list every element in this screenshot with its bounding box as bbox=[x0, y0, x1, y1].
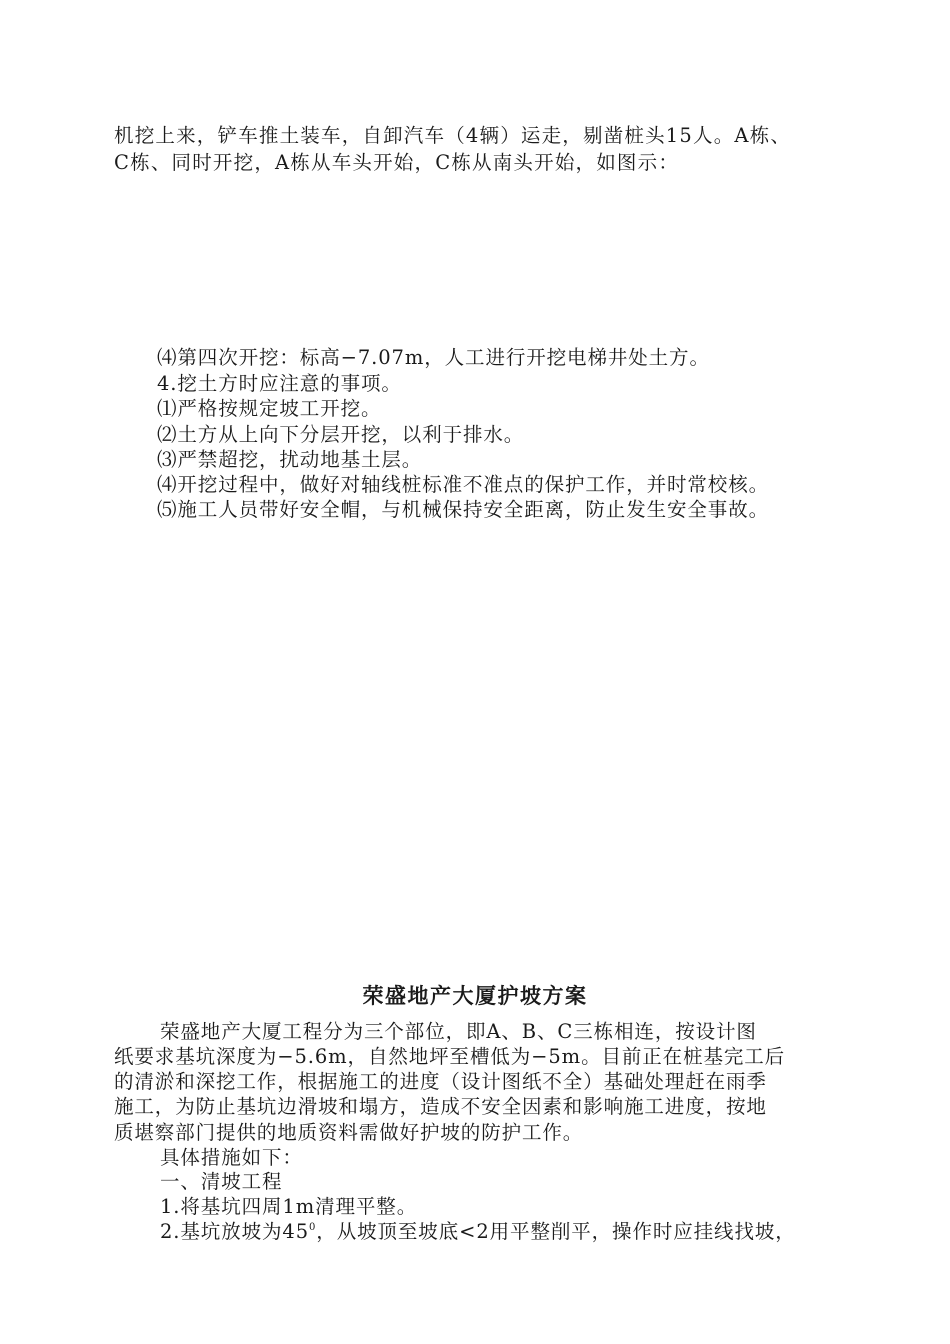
paragraph-line: 质堪察部门提供的地质资料需做好护坡的防护工作。 bbox=[114, 1121, 584, 1144]
degree-superscript: 0 bbox=[309, 1222, 317, 1233]
list-item: ⑵土方从上向下分层开挖，以利于排水。 bbox=[157, 423, 525, 446]
paragraph-line: 的清淤和深挖工作，根据施工的进度（设计图纸不全）基础处理赶在雨季 bbox=[114, 1070, 767, 1093]
list-item: 4.挖土方时应注意的事项。 bbox=[157, 372, 402, 395]
list-item: ⑷第四次开挖：标高−7.07m，人工进行开挖电梯井处土方。 bbox=[157, 346, 710, 369]
measure-item-2 bbox=[160, 1220, 796, 1244]
intro-line-2: C栋、同时开挖，A栋从车头开始，C栋从南头开始，如图示： bbox=[114, 151, 680, 174]
intro-line-1: 机挖上来，铲车推土装车，自卸汽车（4辆）运走，剔凿桩头15人。A栋、 bbox=[114, 124, 792, 147]
paragraph-line: 施工，为防止基坑边滑坡和塌方，造成不安全因素和影响施工进度，按地 bbox=[114, 1095, 767, 1118]
list-item: ⑸施工人员带好安全帽，与机械保持安全距离，防止发生安全事故。 bbox=[157, 498, 770, 521]
list-item: ⑷开挖过程中，做好对轴线桩标准不准点的保护工作，并时常校核。 bbox=[157, 473, 770, 496]
measure-item-1: 1.将基坑四周1m清理平整。 bbox=[160, 1195, 418, 1218]
list-item: ⑶严禁超挖，扰动地基土层。 bbox=[157, 448, 423, 471]
measures-label: 具体措施如下： bbox=[160, 1146, 303, 1169]
list-item: ⑴严格按规定坡工开挖。 bbox=[157, 397, 382, 420]
paragraph-line: 纸要求基坑深度为−5.6m，自然地坪至槽低为−5m。目前正在桩基完工后 bbox=[114, 1045, 786, 1068]
measure-item-2-rest: ，从坡顶至坡底<2用平整削平，操作时应挂线找坡， bbox=[316, 1220, 796, 1243]
section-title: 荣盛地产大厦护坡方案 bbox=[362, 984, 588, 1008]
paragraph-line: 荣盛地产大厦工程分为三个部位，即A、B、C三栋相连，按设计图 bbox=[160, 1020, 757, 1043]
item-heading: 一、清坡工程 bbox=[160, 1170, 283, 1193]
measure-item-2-text: 2.基坑放坡为45 bbox=[160, 1220, 310, 1243]
